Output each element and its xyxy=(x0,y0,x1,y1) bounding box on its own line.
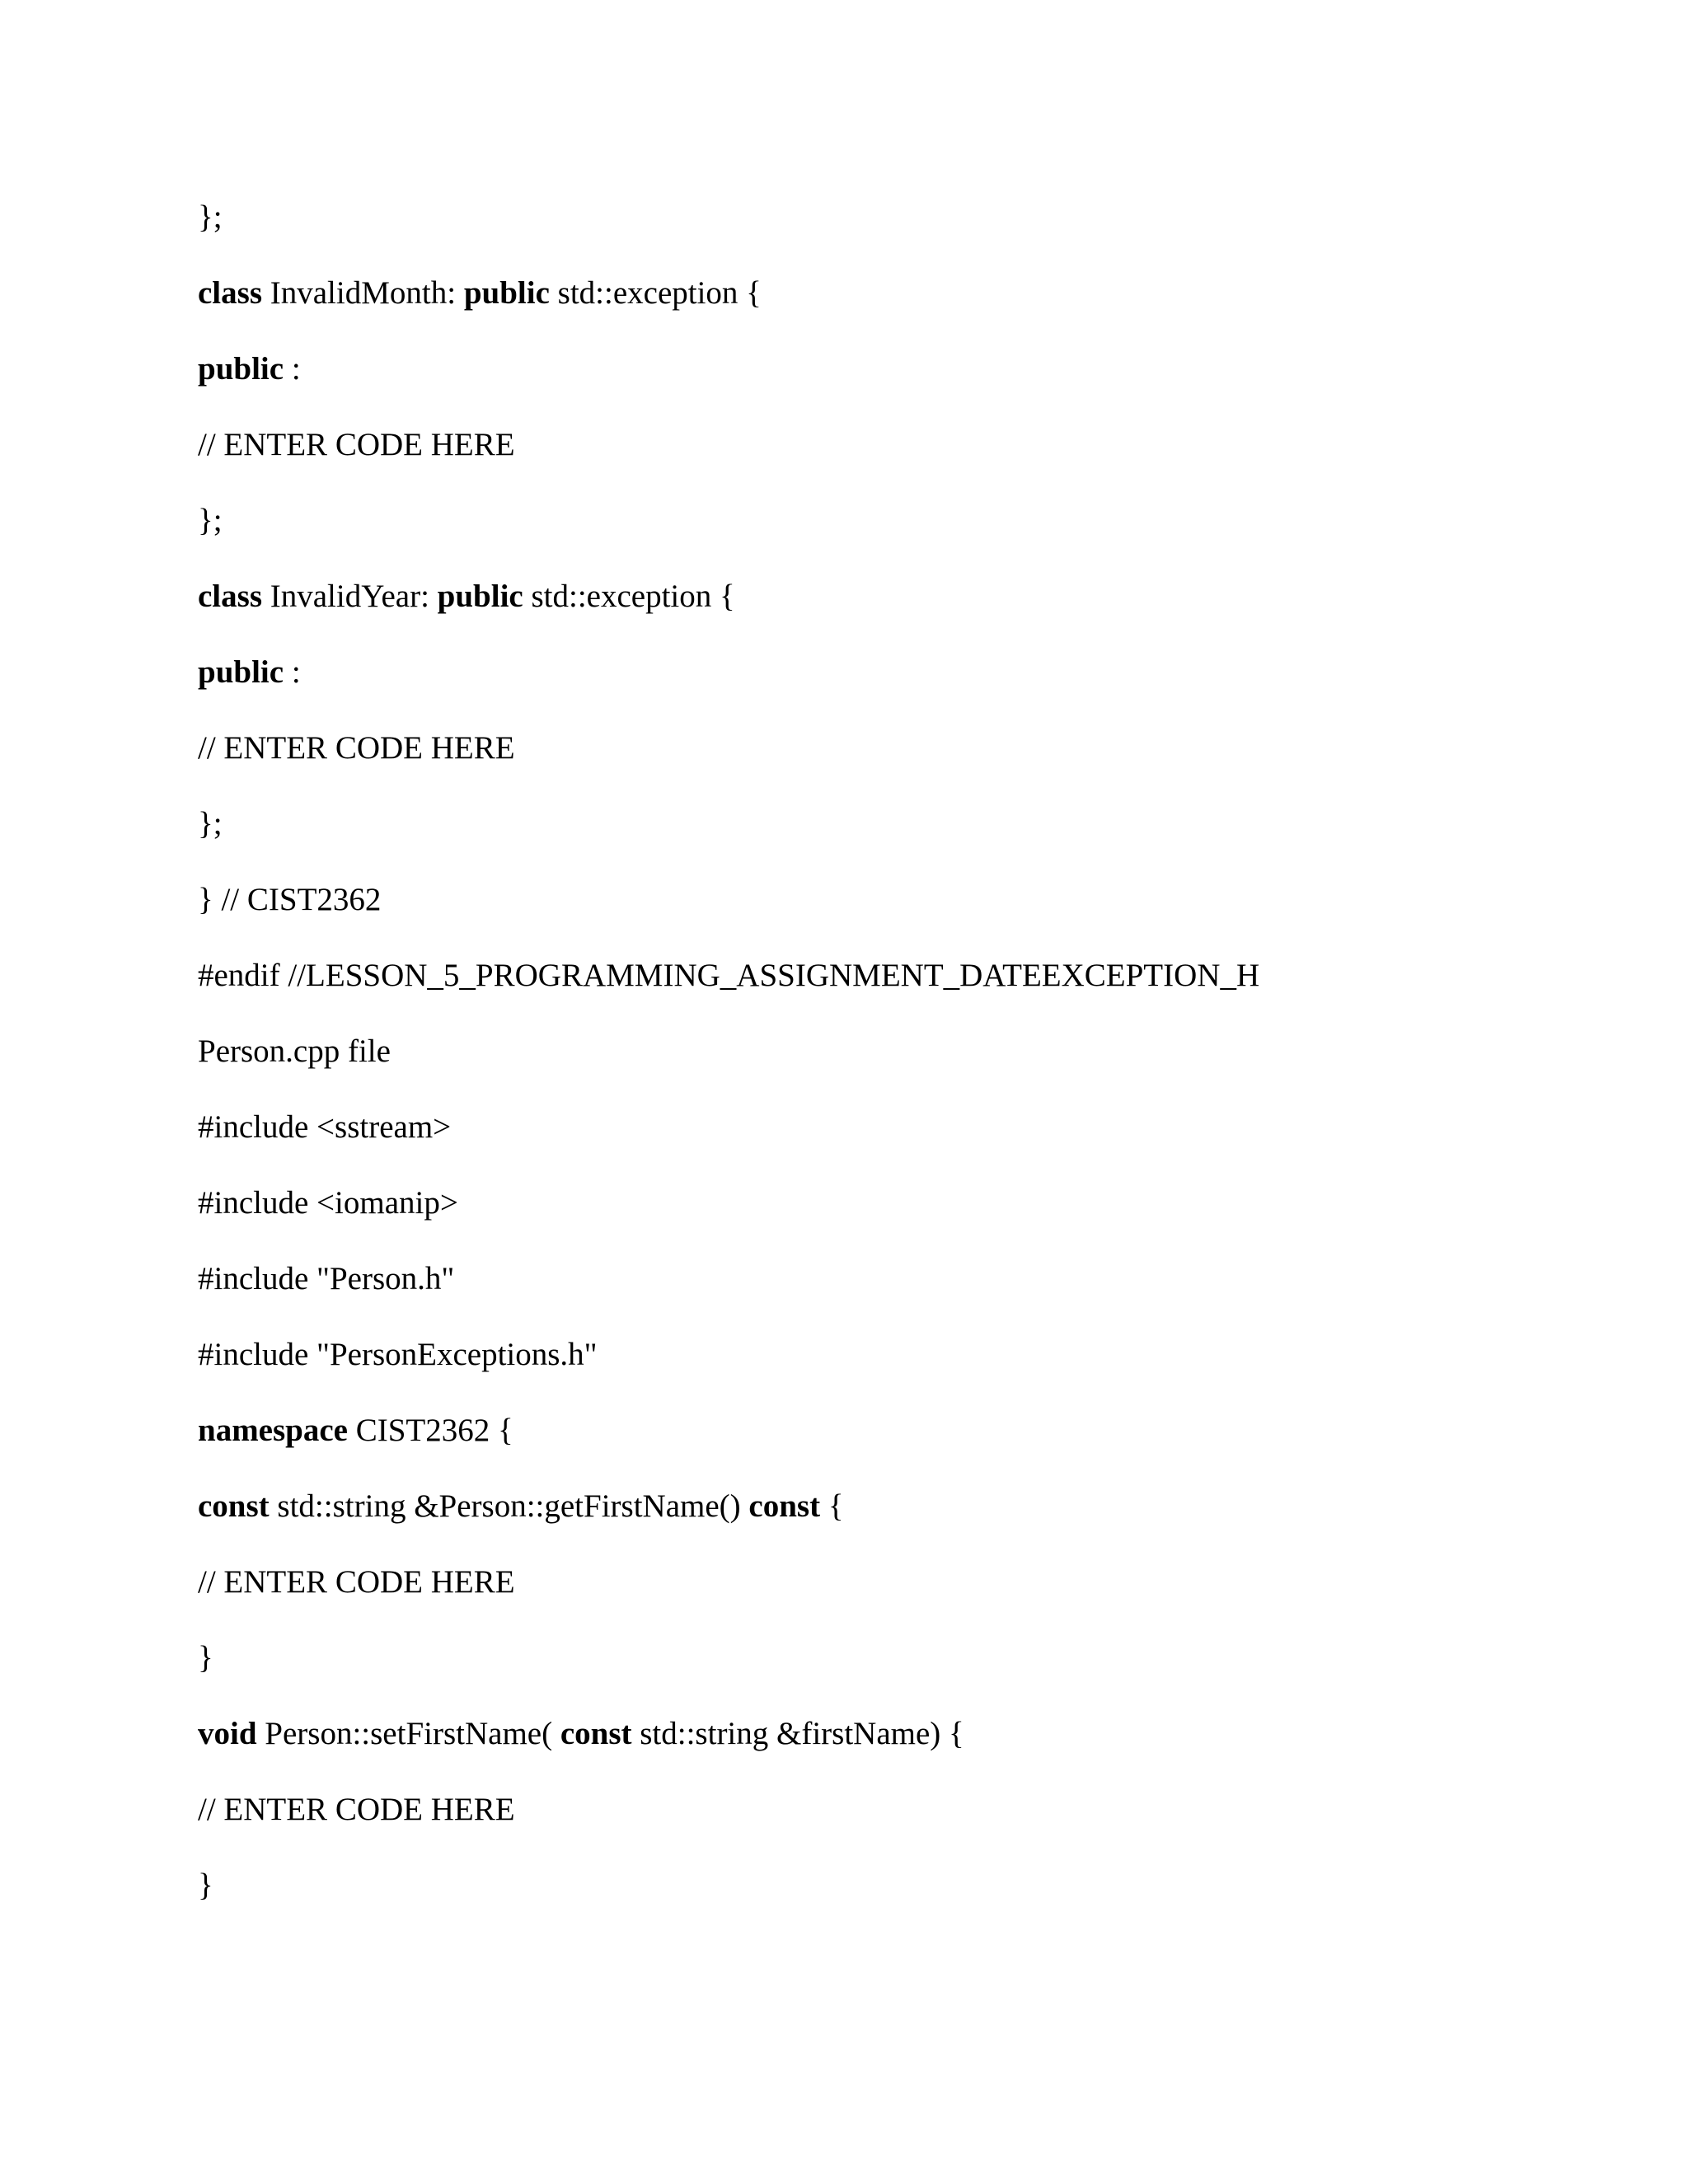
code-line xyxy=(198,1408,1599,1483)
keyword-text: namespace xyxy=(198,1413,348,1448)
code-line xyxy=(198,953,1599,1029)
code-listing xyxy=(198,194,1599,1938)
keyword-text: public xyxy=(437,579,523,614)
code-line xyxy=(198,1332,1599,1408)
code-text: #include "PersonExceptions.h" xyxy=(198,1337,598,1372)
code-text: std::exception { xyxy=(549,275,762,311)
code-text: Person::setFirstName( xyxy=(256,1716,560,1751)
code-text: { xyxy=(820,1488,844,1524)
keyword-text: class xyxy=(198,579,262,614)
code-text: Person.cpp file xyxy=(198,1033,391,1069)
code-text: #include "Person.h" xyxy=(198,1261,455,1296)
code-text: // ENTER CODE HERE xyxy=(198,427,515,462)
code-line xyxy=(198,1104,1599,1180)
code-text: #include <sstream> xyxy=(198,1109,452,1145)
code-line xyxy=(198,1787,1599,1863)
code-text: }; xyxy=(198,806,223,841)
code-text: // ENTER CODE HERE xyxy=(198,1792,515,1827)
code-text: CIST2362 { xyxy=(347,1413,513,1448)
code-line xyxy=(198,1635,1599,1711)
code-text: } xyxy=(198,1640,213,1675)
code-line xyxy=(198,801,1599,877)
code-text: } // CIST2362 xyxy=(198,882,382,917)
code-line xyxy=(198,1863,1599,1938)
code-line xyxy=(198,1483,1599,1559)
keyword-text: class xyxy=(198,275,262,311)
code-line xyxy=(198,574,1599,649)
code-line xyxy=(198,270,1599,346)
code-line xyxy=(198,877,1599,953)
keyword-text: public xyxy=(198,654,284,690)
code-line xyxy=(198,194,1599,270)
code-text: : xyxy=(284,654,301,690)
code-text: // ENTER CODE HERE xyxy=(198,1564,515,1600)
code-line xyxy=(198,649,1599,725)
keyword-text: const xyxy=(560,1716,632,1751)
code-line xyxy=(198,1559,1599,1635)
code-text: // ENTER CODE HERE xyxy=(198,730,515,766)
code-text: } xyxy=(198,1868,213,1903)
keyword-text: public xyxy=(463,275,550,311)
code-text: }; xyxy=(198,503,223,538)
code-text: std::string &firstName) { xyxy=(631,1716,964,1751)
code-line xyxy=(198,1256,1599,1332)
code-text: InvalidYear: xyxy=(262,579,438,614)
code-line xyxy=(198,498,1599,574)
code-text: #include <iomanip> xyxy=(198,1185,458,1221)
code-text: std::string &Person::getFirstName() xyxy=(269,1488,749,1524)
keyword-text: const xyxy=(198,1488,270,1524)
code-text: #endif //LESSON_5_PROGRAMMING_ASSIGNMENT_DATEEXCEPTION_H xyxy=(198,958,1260,993)
code-line xyxy=(198,1180,1599,1256)
keyword-text: void xyxy=(198,1716,257,1751)
code-text: }; xyxy=(198,199,223,235)
code-text: std::exception { xyxy=(523,579,735,614)
code-text: InvalidMonth: xyxy=(262,275,464,311)
code-line xyxy=(198,1711,1599,1787)
keyword-text: const xyxy=(748,1488,821,1524)
code-line xyxy=(198,346,1599,422)
code-text: : xyxy=(284,351,301,387)
code-line xyxy=(198,725,1599,801)
code-line xyxy=(198,1029,1599,1104)
code-line xyxy=(198,422,1599,498)
keyword-text: public xyxy=(198,351,284,387)
